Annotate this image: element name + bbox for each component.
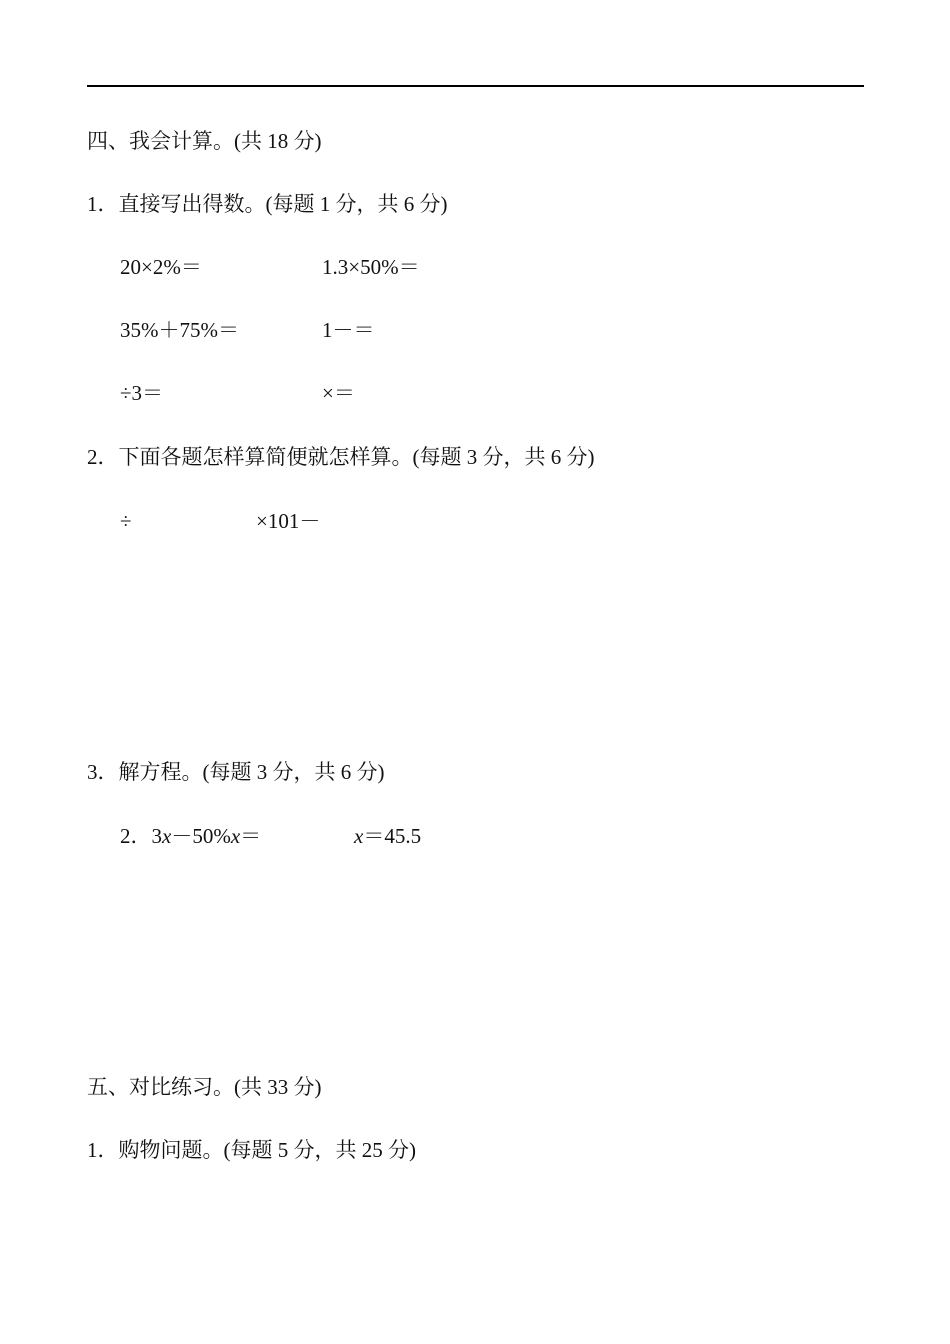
question-3-title: 3．解方程。(每题 3 分，共 6 分) (87, 760, 385, 784)
calc-item-1: 20×2%＝ (120, 255, 202, 279)
calc-item-6: ×＝ (322, 381, 355, 405)
equation-1-suffix: ＝ (240, 824, 262, 848)
equation-1-variable: x (162, 824, 172, 848)
question-1-title: 1．直接写出得数。(每题 1 分，共 6 分) (87, 192, 448, 216)
section-5-heading: 五、对比练习。(共 33 分) (87, 1075, 322, 1099)
section-4-heading: 四、我会计算。(共 18 分) (87, 129, 322, 153)
section-5-question-1-title: 1．购物问题。(每题 5 分，共 25 分) (87, 1138, 416, 1162)
calc-item-3: 35%＋75%＝ (120, 318, 239, 342)
simplify-item-2: ×101－ (256, 509, 321, 533)
question-2-title: 2．下面各题怎样算简便就怎样算。(每题 3 分，共 6 分) (87, 445, 595, 469)
equation-2-variable: x (354, 824, 364, 848)
header-rule (87, 85, 864, 87)
calc-item-4: 1－＝ (322, 318, 375, 342)
equation-2-suffix: ＝45.5 (363, 824, 422, 848)
simplify-item-1: ÷ (120, 509, 132, 533)
calc-item-2: 1.3×50%＝ (322, 255, 420, 279)
equation-1-middle: －50% (171, 824, 231, 848)
calc-item-5: ÷3＝ (120, 381, 164, 405)
equation-1-prefix: 2．3 (120, 824, 162, 848)
equation-1-variable: x (230, 824, 241, 848)
equation-2 (354, 822, 421, 850)
equation-1 (120, 822, 261, 850)
